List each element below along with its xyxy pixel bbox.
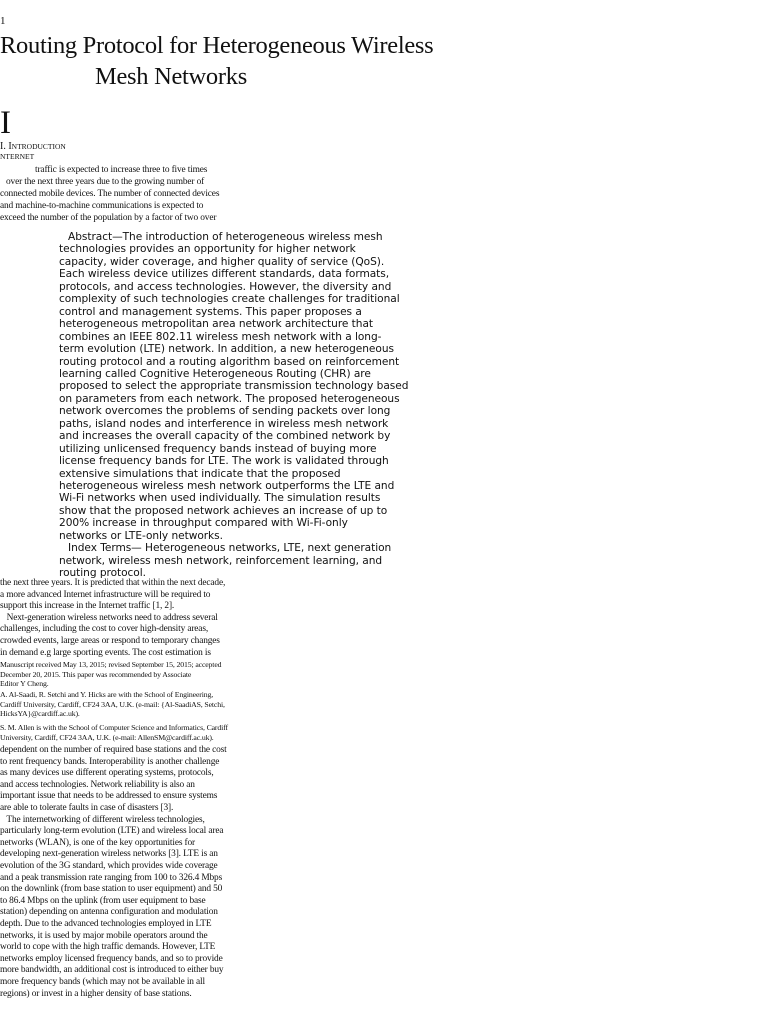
body-line: in demand e.g large sporting events. The cost estimation is	[0, 647, 211, 658]
body-line: world to cope with the high traffic demands. However, LTE	[0, 942, 216, 953]
body-line: challenges, including the cost to cover high-density areas,	[0, 624, 209, 635]
intro-line: traffic is expected to increase three to five times	[35, 165, 208, 175]
abstract-line: and increases the overall capacity of the combined network by	[59, 430, 391, 443]
abstract-line: show that the proposed network achieves an increase of up to	[59, 504, 388, 517]
abstract-line: combines an IEEE 802.11 wireless mesh network with a long-	[59, 330, 382, 343]
footnote-line: HicksYA}@cardiff.ac.uk).	[0, 709, 80, 719]
abstract-line: technologies provides an opportunity for higher network	[59, 243, 356, 256]
footnote-line: Editor Y Cheng.	[0, 679, 49, 689]
section-heading-prefix: I. I	[0, 141, 12, 152]
body-line: depth. Due to the advanced technologies employed in LTE	[0, 919, 212, 929]
abstract-line: network overcomes the problems of sending packets over long	[59, 405, 391, 418]
abstract-line: extensive simulations that indicate that the proposed	[59, 467, 341, 480]
abstract-line: Abstract—The introduction of heterogeneous wireless mesh	[68, 231, 383, 243]
body-line: networks, it is used by major mobile operators around the	[0, 930, 208, 941]
body-line: and access technologies. Network reliability is also an	[0, 779, 195, 790]
intro-line: over the next three years due to the growing number of	[6, 177, 205, 187]
body-line: the next three years. It is predicted that within the next decade,	[0, 578, 226, 588]
index-terms-line: routing protocol.	[59, 567, 146, 580]
body-line: a more advanced Internet infrastructure will be required to	[0, 589, 211, 600]
body-line: regions) or invest in a higher density of base stations.	[0, 988, 192, 999]
abstract-line: on parameters from each network. The proposed heterogeneous	[59, 392, 400, 405]
body-line: important issue that needs to be addressed to ensure systems	[0, 791, 218, 802]
intro-line: and machine-to-machine communications is expected to	[0, 201, 204, 211]
page-number: 1	[0, 15, 6, 27]
abstract-line: utilizing unlicensed frequency bands instead of buying more	[59, 442, 377, 455]
body-line: as many devices use different operating systems, protocols,	[0, 768, 214, 779]
body-line: networks (WLAN), is one of the key opportunities for	[0, 837, 196, 848]
drop-cap-continuation: NTERNET	[0, 152, 35, 161]
footnote-line: Manuscript received May 13, 2015; revised September 15, 2015; accepted	[0, 660, 222, 669]
abstract-line: learning called Cognitive Heterogeneous Routing (CHR) are	[59, 367, 371, 380]
index-terms-line: network, wireless mesh network, reinforcement learning, and	[59, 554, 383, 567]
footnote-line: University, Cardiff, CF24 3AA, U.K. (e-mail: AllenSM@cardiff.ac.uk).	[0, 732, 214, 742]
abstract-line: control and management systems. This paper proposes a	[59, 305, 362, 318]
abstract-line: paths, island nodes and interference in wireless mesh network	[59, 417, 389, 430]
abstract-line: 200% increase in throughput compared with Wi-Fi-only	[59, 517, 348, 530]
body-line: on the downlink (from base station to user equipment) and 50	[0, 884, 223, 895]
section-heading-rest: NTRODUCTION	[11, 142, 66, 151]
abstract-line: capacity, wider coverage, and higher quality of service (QoS).	[59, 255, 385, 268]
abstract-line: networks or LTE-only networks.	[59, 529, 223, 542]
abstract-line: complexity of such technologies create challenges for traditional	[59, 293, 400, 306]
abstract-line: routing protocol and a routing algorithm based on reinforcement	[59, 355, 400, 368]
body-line: particularly long-term evolution (LTE) and wireless local area	[0, 826, 224, 837]
abstract-line: Each wireless device utilizes different standards, data formats,	[59, 268, 390, 281]
body-line: networks employ licensed frequency bands, and so to provide	[0, 953, 223, 964]
abstract-line: proposed to select the appropriate transmission technology based	[59, 380, 409, 393]
index-terms-line: Index Terms— Heterogeneous networks, LTE, next generation	[68, 542, 392, 555]
abstract-line: Wi-Fi networks when used individually. The simulation results	[59, 492, 381, 505]
body-line: more frequency bands (which may not be available in all	[0, 977, 205, 987]
body-line: crowded events, large areas or respond to temporary changes	[0, 636, 220, 646]
body-line: support this increase in the Internet traffic [1, 2].	[0, 601, 175, 612]
body-line: Next-generation wireless networks need to address several	[0, 612, 218, 623]
abstract-line: heterogeneous wireless mesh network outperforms the LTE and	[59, 480, 395, 492]
body-line: developing next-generation wireless networks [3]. LTE is an	[0, 849, 218, 860]
section-heading	[0, 141, 66, 152]
abstract-line: protocols, and access technologies. However, the diversity and	[59, 280, 392, 293]
body-line: The internetworking of different wireless technologies,	[0, 814, 205, 825]
intro-line: connected mobile devices. The number of connected devices	[0, 189, 220, 199]
footnote-line: Cardiff University, Cardiff, CF24 3AA, U.K. (e-mail: {Al-SaadiAS, Setchi,	[0, 699, 225, 709]
footnote-line: A. Al-Saadi, R. Setchi and Y. Hicks are with the School of Engineering,	[0, 690, 214, 699]
body-line: to 86.4 Mbps on the uplink (from user equipment to base	[0, 895, 206, 906]
abstract-line: heterogeneous metropolitan area network architecture that	[59, 318, 373, 331]
footnote-line: S. M. Allen is with the School of Computer Science and Informatics, Cardiff	[0, 723, 228, 732]
drop-cap: I	[0, 105, 11, 141]
intro-line: exceed the number of the population by a factor of two over	[0, 213, 217, 223]
abstract-line: license frequency bands for LTE. The work is validated through	[59, 455, 389, 468]
body-line: to rent frequency bands. Interoperability is another challenge	[0, 756, 220, 767]
footnote-line: December 20, 2015. This paper was recommended by Associate	[0, 669, 192, 679]
body-line: are able to tolerate faults in case of disasters [3].	[0, 803, 174, 813]
body-line: station) depending on antenna configuration and modulation	[0, 907, 218, 918]
paper-title-line-2: Mesh Networks	[95, 63, 247, 90]
body-line: more bandwidth, an additional cost is introduced to either buy	[0, 965, 224, 976]
paper-title-line-1: Routing Protocol for Heterogeneous Wireless	[0, 32, 434, 59]
abstract-line: term evolution (LTE) network. In addition, a new heterogeneous	[59, 343, 394, 355]
body-line: evolution of the 3G standard, which provides wide coverage	[0, 861, 218, 871]
body-line: dependent on the number of required base stations and the cost	[0, 745, 227, 755]
body-line: and a peak transmission rate ranging from 100 to 326.4 Mbps	[0, 872, 223, 883]
